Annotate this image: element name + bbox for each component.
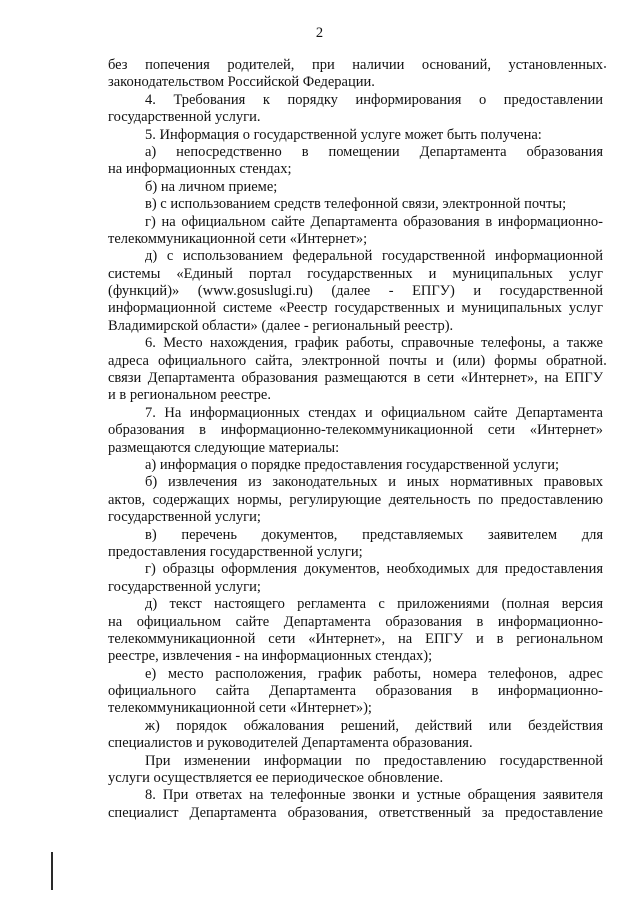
text-line: а) информация о порядке предоставления государственной услуги; [145,456,559,473]
text-line: б) на личном приеме; [145,178,278,195]
document-body [108,57,603,822]
text-line: адреса официального сайта, электронной почты и (или) формы обратной [108,352,603,369]
text-line: государственной услуги. [108,109,261,126]
text-line: д) текст настоящего регламента с приложениями (полная версия [145,596,603,613]
text-line: законодательством Российской Федерации. [108,74,375,91]
text-line: без попечения родителей, при наличии оснований, установленных [108,57,603,73]
scan-edge-mark [51,852,53,890]
text-line: размещаются следующие материалы: [108,439,340,456]
text-line: 6. Место нахождения, график работы, справочные телефоны, а также [145,335,603,352]
text-line: реестре, извлечения - на информационных стендах); [108,648,433,665]
text-line: 5. Информация о государственной услуге может быть получена: [145,126,542,143]
text-line: на официальном сайте Департамента образования в информационно- [108,613,603,630]
text-line: услуги осуществляется ее периодическое обновление. [108,770,444,787]
text-line: в) с использованием средств телефонной связи, электронной почты; [145,196,567,213]
text-line: а) непосредственно в помещении Департамента образования [145,143,603,160]
text-line: г) на официальном сайте Департамента образования в информационно- [145,213,603,230]
text-line: образования в информационно-телекоммуникационной сети «Интернет» [108,422,603,439]
text-line: актов, содержащих нормы, регулирующие деятельность по предоставлению [108,491,603,508]
scan-speck [604,66,606,68]
text-line: информационной системе «Реестр государственных и муниципальных услуг [108,300,603,317]
text-line: (функций)» (www.gosuslugi.ru) (далее - ЕПГУ) и государственной [108,283,603,300]
text-line: на информационных стендах; [108,161,292,178]
text-line: е) место расположения, график работы, номера телефонов, адрес [145,665,603,682]
text-line: государственной услуги; [108,578,261,595]
page-number: 2 [315,25,324,41]
scan-speck [604,363,606,365]
text-line: в) перечень документов, представляемых заявителем для [145,526,603,543]
text-line: 8. При ответах на телефонные звонки и устные обращения заявителя [145,787,603,804]
text-line: официального сайта Департамента образования в информационно- [108,683,603,700]
text-line: специалист Департамента образования, ответственный за предоставление [108,804,603,821]
text-line: г) образцы оформления документов, необходимых для предоставления [145,561,603,578]
text-line: 7. На информационных стендах и официальном сайте Департамента [145,404,603,421]
text-line: специалистов и руководителей Департамента образования. [108,735,473,752]
text-line: телекоммуникационной сети «Интернет», на ЕПГУ и в региональном [108,630,603,647]
text-line: системы «Единый портал государственных и муниципальных услуг [108,265,603,282]
text-line: д) с использованием федеральной государственной информационной [145,248,603,265]
text-line: телекоммуникационной сети «Интернет»; [108,230,368,247]
text-line: При изменении информации по предоставлению государственной [145,752,603,769]
text-line: Владимирской области» (далее - региональный реестр). [108,317,454,334]
text-line: предоставления государственной услуги; [108,543,363,560]
text-line: б) извлечения из законодательных и иных нормативных правовых [145,474,603,491]
text-line: связи Департамента образования размещаются в сети «Интернет», на ЕПГУ [108,370,603,387]
text-line: 4. Требования к порядку информирования о предоставлении [145,91,603,108]
text-line: государственной услуги; [108,509,261,526]
text-line: ж) порядок обжалования решений, действий или бездействия [145,717,603,734]
text-line: и в региональном реестре. [108,387,271,404]
text-line: телекоммуникационной сети «Интернет»); [108,700,372,717]
